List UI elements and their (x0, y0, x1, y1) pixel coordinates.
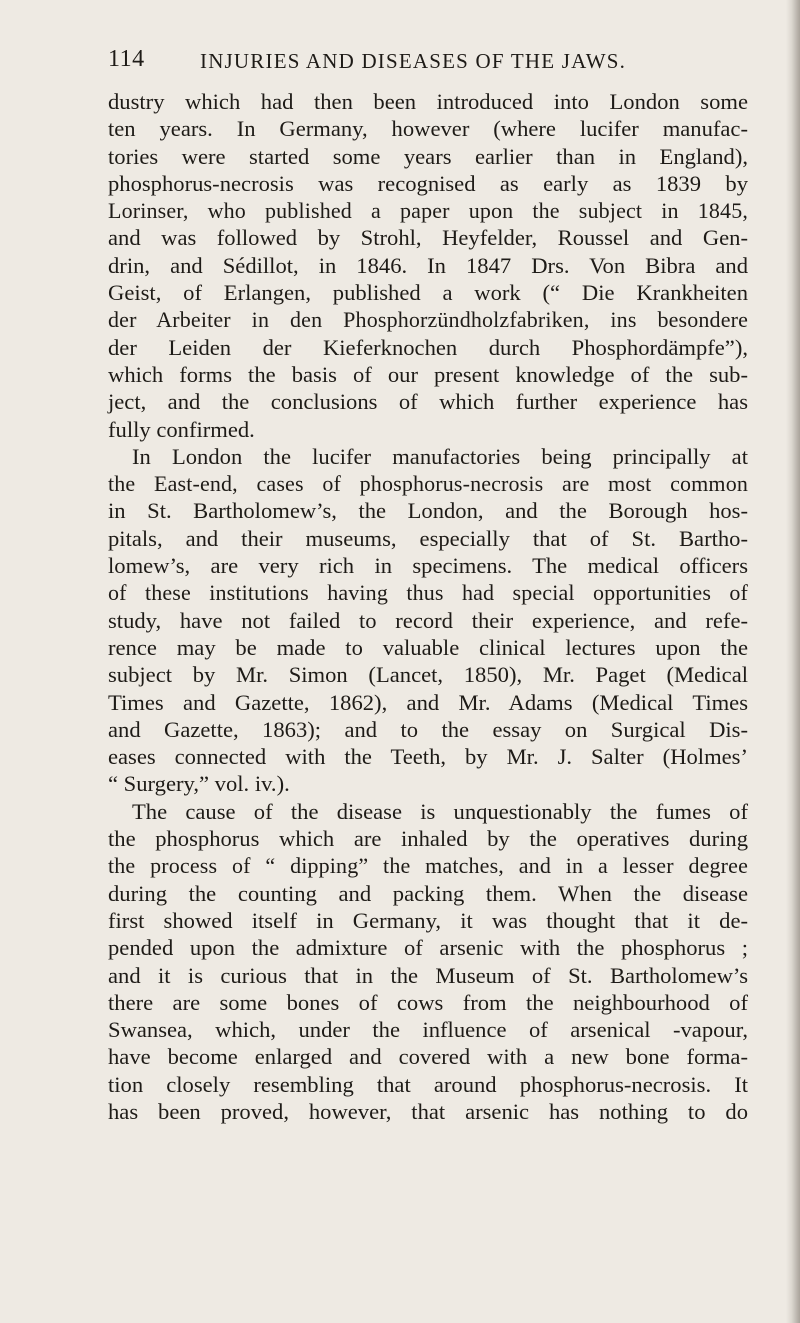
text-line: in St. Bartholomew’s, the London, and the Borough hos- (108, 498, 748, 524)
text-line: and Gazette, 1863); and to the essay on Surgical Dis- (108, 716, 748, 742)
text-line: pitals, and their museums, especially that of St. Bartho- (108, 525, 748, 551)
text-line: there are some bones of cows from the neighbourhood of (108, 989, 748, 1015)
text-line: dustry which had then been introduced into London some (108, 89, 748, 114)
running-head (108, 46, 728, 76)
text-line: during the counting and packing them. When the disease (108, 880, 748, 906)
text-line: eases connected with the Teeth, by Mr. J. Salter (Holmes’ (108, 744, 748, 770)
text-line: and was followed by Strohl, Heyfelder, Roussel and Gen- (108, 225, 748, 251)
text-line: Lorinser, who published a paper upon the subject in 1845, (108, 198, 748, 224)
text-line: der Arbeiter in den Phosphorzündholzfabriken, ins besondere (108, 307, 748, 333)
body-text (108, 88, 748, 1125)
running-title: INJURIES AND DISEASES OF THE JAWS. (200, 49, 627, 73)
page-edge-shadow (786, 0, 800, 1323)
text-line: ject, and the conclusions of which further experience has (108, 389, 748, 415)
text-line: fully confirmed. (108, 416, 255, 442)
text-line: study, have not failed to record their experience, and refe- (108, 607, 748, 633)
page-number: 114 (108, 46, 145, 72)
text-line: rence may be made to valuable clinical lectures upon the (108, 634, 748, 660)
text-line: phosphorus-necrosis was recognised as early as 1839 by (108, 170, 748, 196)
text-line: have become enlarged and covered with a new bone forma- (108, 1044, 748, 1070)
paragraph-start: The cause of the disease is unquestionably the fumes of (132, 798, 748, 824)
text-line: tories were started some years earlier than in England), (108, 143, 748, 169)
text-line: the East-end, cases of phosphorus-necrosis are most common (108, 471, 748, 497)
text-line: drin, and Sédillot, in 1846. In 1847 Drs. Von Bibra and (108, 252, 748, 278)
text-line: the process of “ dipping” the matches, and in a lesser degree (108, 853, 748, 879)
text-line: and it is curious that in the Museum of St. Bartholomew’s (108, 962, 748, 988)
text-line: Swansea, which, under the influence of arsenical -vapour, (108, 1017, 748, 1043)
text-line: the phosphorus which are inhaled by the operatives during (108, 826, 748, 852)
text-line: tion closely resembling that around phosphorus-necrosis. It (108, 1071, 748, 1097)
paragraph-start: In London the lucifer manufactories being principally at (132, 443, 748, 469)
text-line: of these institutions having thus had special opportunities of (108, 580, 748, 606)
text-line: “ Surgery,” vol. iv.). (108, 771, 290, 797)
text-line: pended upon the admixture of arsenic with the phosphorus ; (108, 935, 748, 961)
text-line: der Leiden der Kieferknochen durch Phosphordämpfe”), (108, 334, 748, 360)
text-line: subject by Mr. Simon (Lancet, 1850), Mr. Paget (Medical (108, 662, 748, 688)
text-line: Times and Gazette, 1862), and Mr. Adams (Medical Times (108, 689, 748, 715)
text-line: Geist, of Erlangen, published a work (“ Die Krankheiten (108, 280, 748, 306)
text-line: has been proved, however, that arsenic has nothing to do (108, 1098, 748, 1124)
text-line: first showed itself in Germany, it was thought that it de- (108, 907, 748, 933)
text-line: ten years. In Germany, however (where lucifer manufac- (108, 116, 748, 142)
text-line: lomew’s, are very rich in specimens. The medical officers (108, 553, 748, 579)
text-line: which forms the basis of our present knowledge of the sub- (108, 361, 748, 387)
